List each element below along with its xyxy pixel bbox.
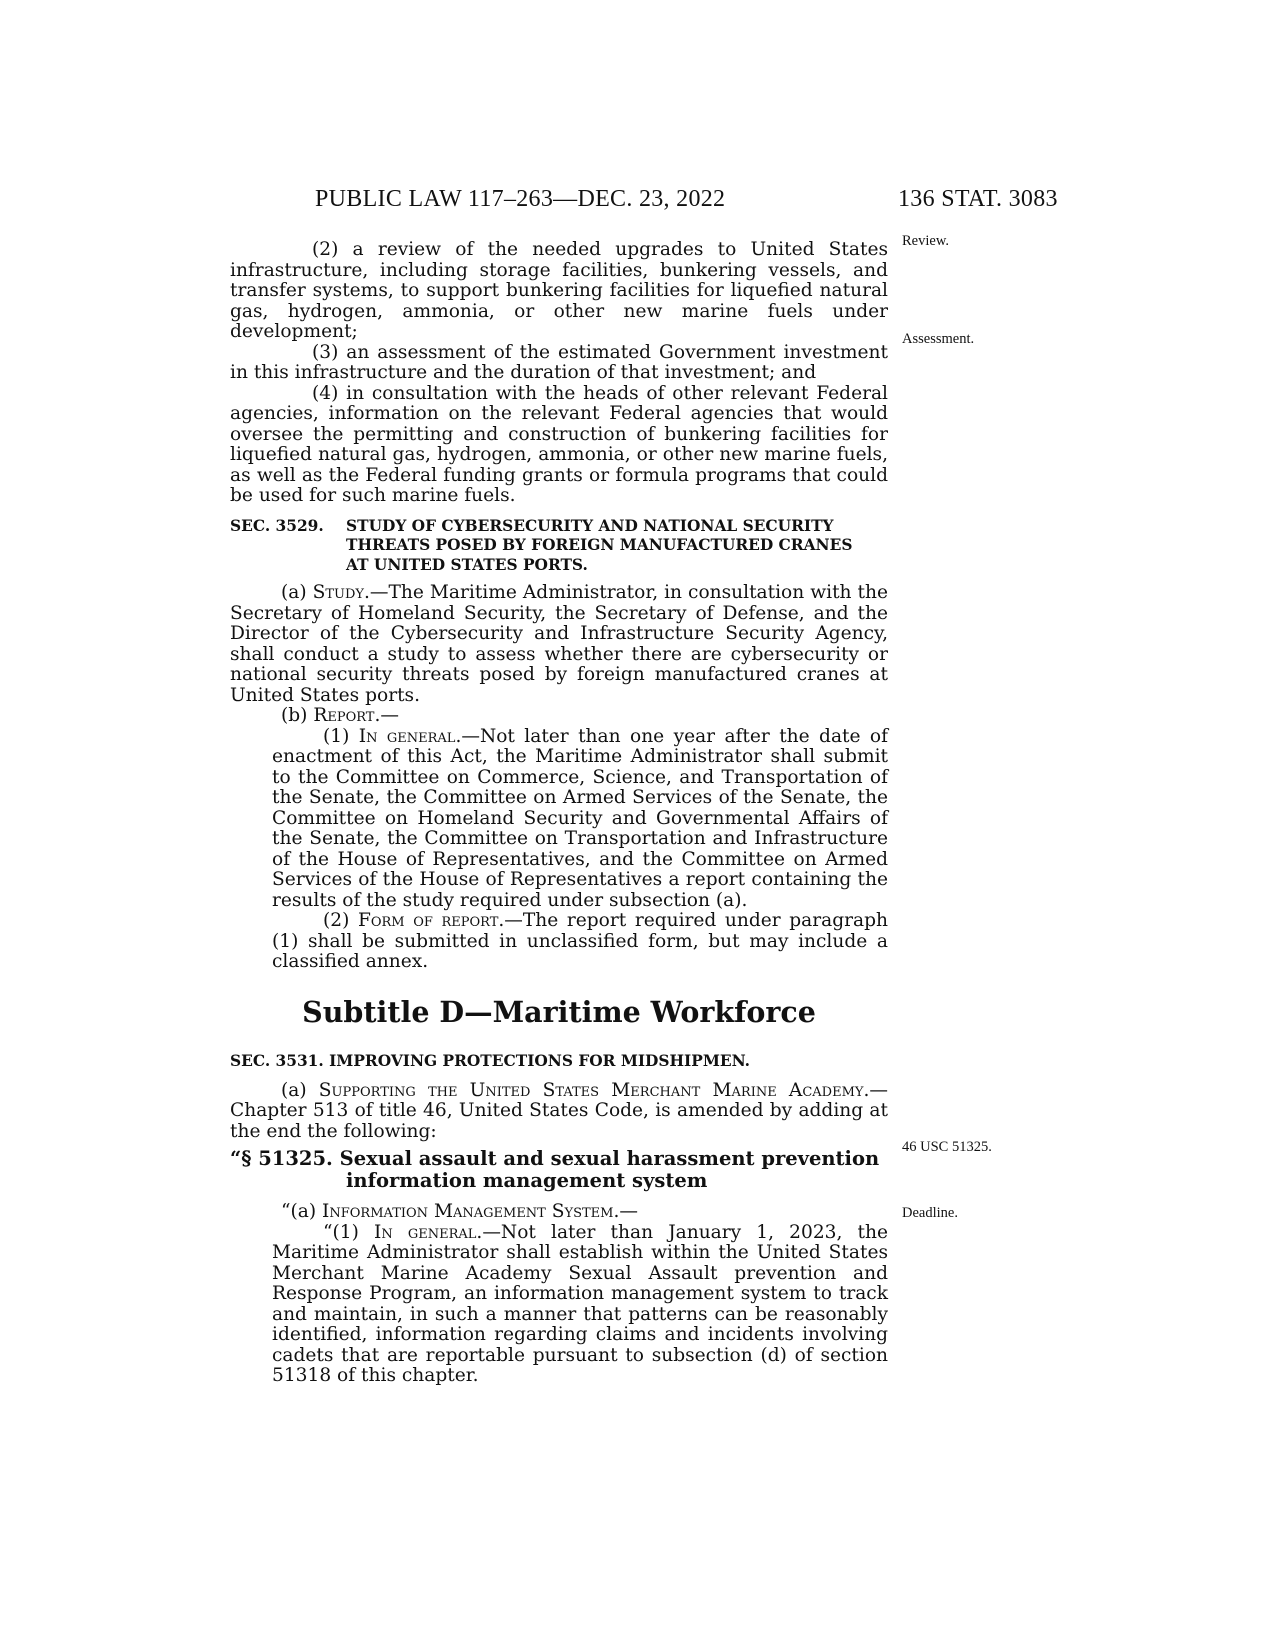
margin-note-review: Review. [902,233,949,249]
section-51325-label: “§ 51325. [230,1147,333,1170]
margin-note-assessment: Assessment. [902,331,975,347]
subsection-a-heading: Study [312,582,364,603]
section-3529-paragraph-b1: (1) In general.—Not later than one year after the date of enactment of this Act, the Maritime Administrator shall submit to the Committee on Commerce, Science, and Transportation of the Senate, the Committee on Armed Services of the Senate, the Committee on Homeland Security and Governmental Affairs of the Senate, the Committee on Transportation and Infrastructure of the House of Representatives, and the Committee on Armed Services of the House of Representatives a report containing the results of the study required under subsection (a). [272,725,889,911]
running-header-citation: PUBLIC LAW 117–263—DEC. 23, 2022 [315,186,726,212]
subsection-b-heading: Report [313,705,375,726]
section-3531-subsection-a: (a) Supporting the United States Merchant Marine Academy.—Chapter 513 of title 46, United States Code, is amended by adding at the end the following: [230,1079,888,1142]
paragraph-b2-heading: Form of report [357,910,499,931]
section-3529-title-line2: THREATS POSED BY FOREIGN MANUFACTURED CRANES [346,536,853,554]
section-3529-title-line1: STUDY OF CYBERSECURITY AND NATIONAL SECURITY [346,516,834,535]
paragraph-4: (4) in consultation with the heads of other relevant Federal agencies, information on the relevant Federal agencies that would oversee the permitting and construction of bunkering facilities for liquefied natural gas, hydrogen, ammonia, or other new marine fuels, as well as the Federal funding grants or formula programs that could be used for such marine fuels. [230,382,888,506]
body-text [230,240,888,1387]
paragraph-b1-heading: In general [358,725,456,747]
margin-note-usc: 46 USC 51325. [902,1139,992,1155]
paragraph-2: (2) a review of the needed upgrades to United States infrastructure, including storage facilities, bunkering vessels, and transfer systems, to support bunkering facilities for liquefied natural gas, hydrogen, ammonia, or other new marine fuels under development; [230,239,888,342]
section-3529-subsection-b: (b) Report.— [281,705,399,726]
section-3531-a-heading: Supporting the United States Merchant Marine Academy [318,1079,864,1101]
margin-note-deadline: Deadline. [902,1205,958,1221]
running-header-page-number: 136 STAT. 3083 [898,186,1058,212]
subtitle-heading: Subtitle D—Maritime Workforce [302,994,816,1029]
section-3529-heading [230,517,888,576]
section-51325-a-heading: Information Management System [322,1201,614,1222]
section-51325-paragraph-a1: “(1) In general.—Not later than January 1, 2023, the Maritime Administrator shall establish within the United States Merchant Marine Academy Sexual Assault prevention and Response Program, an information management system to track and maintain, in such a manner that patterns can be reasonably identified, information regarding claims and incidents involving cadets that are reportable pursuant to subsection (d) of section 51318 of this chapter. [272,1221,889,1386]
paragraph-3: (3) an assessment of the estimated Government investment in this infrastructure and the duration of that investment; and [230,341,888,383]
section-51325-subsection-a: “(a) Information Management System.— [281,1201,638,1222]
section-3529-paragraph-b2: (2) Form of report.—The report required under paragraph (1) shall be submitted in unclassified form, but may include a classified annex. [272,910,888,972]
section-3529-title-line3: AT UNITED STATES PORTS. [346,555,588,574]
section-51325-title-line2: information management system [346,1169,708,1192]
section-51325-a1-heading: In general [374,1221,477,1243]
section-3529-label: SEC. 3529. [230,516,324,535]
section-51325-title-line1: Sexual assault and sexual harassment prevention [339,1147,880,1170]
section-3529-subsection-a: (a) Study.—The Maritime Administrator, in consultation with the Secretary of Homeland Security, the Secretary of Defense, and the Director of the Cybersecurity and Infrastructure Security Agency, shall conduct a study to assess whether there are cybersecurity or national security threats posed by foreign manufactured cranes at United States ports. [230,582,888,706]
section-3531-heading: SEC. 3531. IMPROVING PROTECTIONS FOR MIDSHIPMEN. [230,1051,751,1070]
section-51325-heading [230,1148,888,1192]
